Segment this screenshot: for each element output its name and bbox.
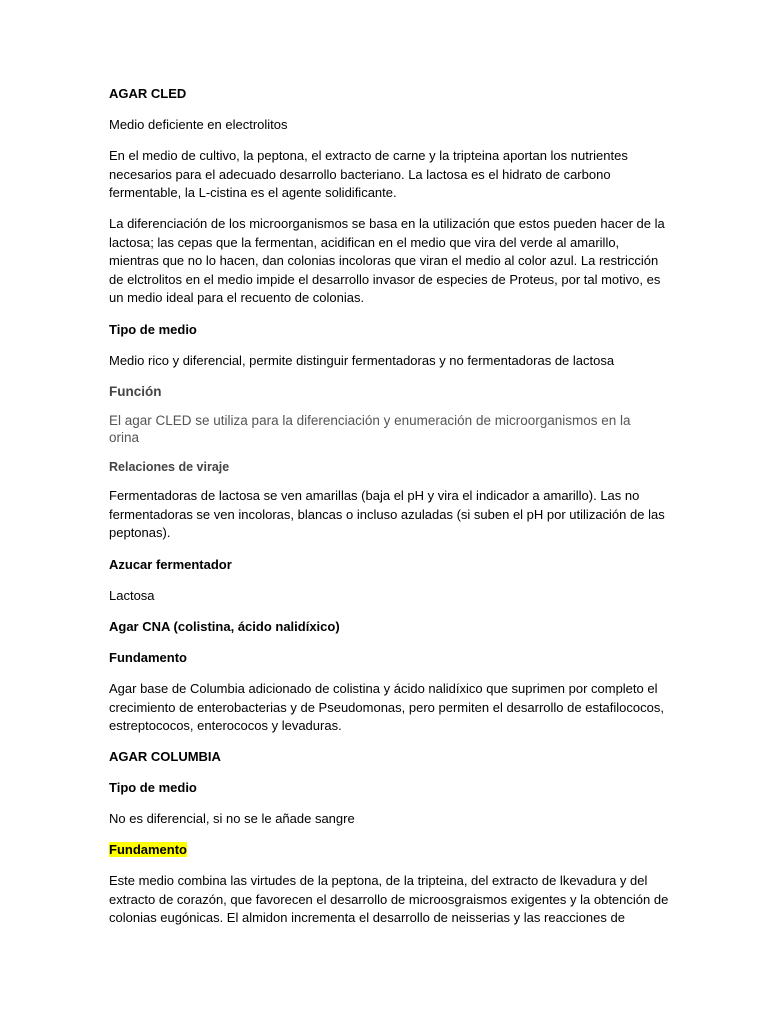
cled-tipo-heading: Tipo de medio	[109, 322, 197, 337]
document-title: AGAR CLED	[109, 86, 187, 101]
azucar-heading: Azucar fermentador	[109, 557, 232, 572]
azucar-text: Lactosa	[109, 588, 155, 603]
highlighted-text: Fundamento	[109, 842, 187, 857]
funcion-text: El agar CLED se utiliza para la diferenciación y enumeración de microorganismos en la orina	[109, 413, 631, 445]
viraje-heading: Relaciones de viraje	[109, 460, 230, 474]
columbia-fundamento-text: Este medio combina las virtudes de la peptona, de la tripteina, del extracto de lkevadura y del extracto de corazón, que favorecen el desarrollo de microosgraismos exigentes y la obtención de colonias eugónicas. El almidon incrementa el desarrollo de neisserias y las reacciones de	[109, 873, 669, 925]
columbia-fundamento-heading	[109, 841, 187, 860]
cled-subtitle: Medio deficiente en electrolitos	[109, 117, 288, 132]
viraje-text: Fermentadoras de lactosa se ven amarillas (baja el pH y vira el indicador a amarillo). Las no fermentadoras se ven incoloras, blancas o incluso azuladas (si suben el pH por utilización de las peptonas).	[109, 488, 665, 540]
columbia-tipo-heading: Tipo de medio	[109, 780, 197, 795]
cled-paragraph-1: En el medio de cultivo, la peptona, el extracto de carne y la tripteina aportan los nutrientes necesarios para el adecuado desarrollo bacteriano. La lactosa es el hidrato de carbono fermentable, la L-cistina es el agente solidificante.	[109, 148, 628, 200]
cna-fundamento-heading: Fundamento	[109, 650, 187, 665]
cna-fundamento-text: Agar base de Columbia adicionado de colistina y ácido nalidíxico que suprimen por completo el crecimiento de enterobacterias y de Pseudomonas, pero permiten el desarrollo de estafilococos, estreptococos, enterococos y levaduras.	[109, 681, 664, 733]
columbia-tipo-text: No es diferencial, si no se le añade sangre	[109, 811, 355, 826]
cled-tipo-text: Medio rico y diferencial, permite distinguir fermentadoras y no fermentadoras de lactosa	[109, 353, 615, 368]
funcion-heading: Función	[109, 384, 162, 399]
columbia-heading: AGAR COLUMBIA	[109, 749, 221, 764]
cled-paragraph-2: La diferenciación de los microorganismos se basa en la utilización que estos pueden hacer de la lactosa; las cepas que la fermentan, acidifican en el medio que vira del verde al amarillo, mientras que no lo hacen, dan colonias incoloras que viran el medio al color azul. La restricción de elctrolitos en el medio impide el desarrollo invasor de especies de Proteus, por tal motivo, es un medio ideal para el recuento de colonias.	[109, 216, 665, 305]
cna-heading: Agar CNA (colistina, ácido nalidíxico)	[109, 619, 340, 634]
